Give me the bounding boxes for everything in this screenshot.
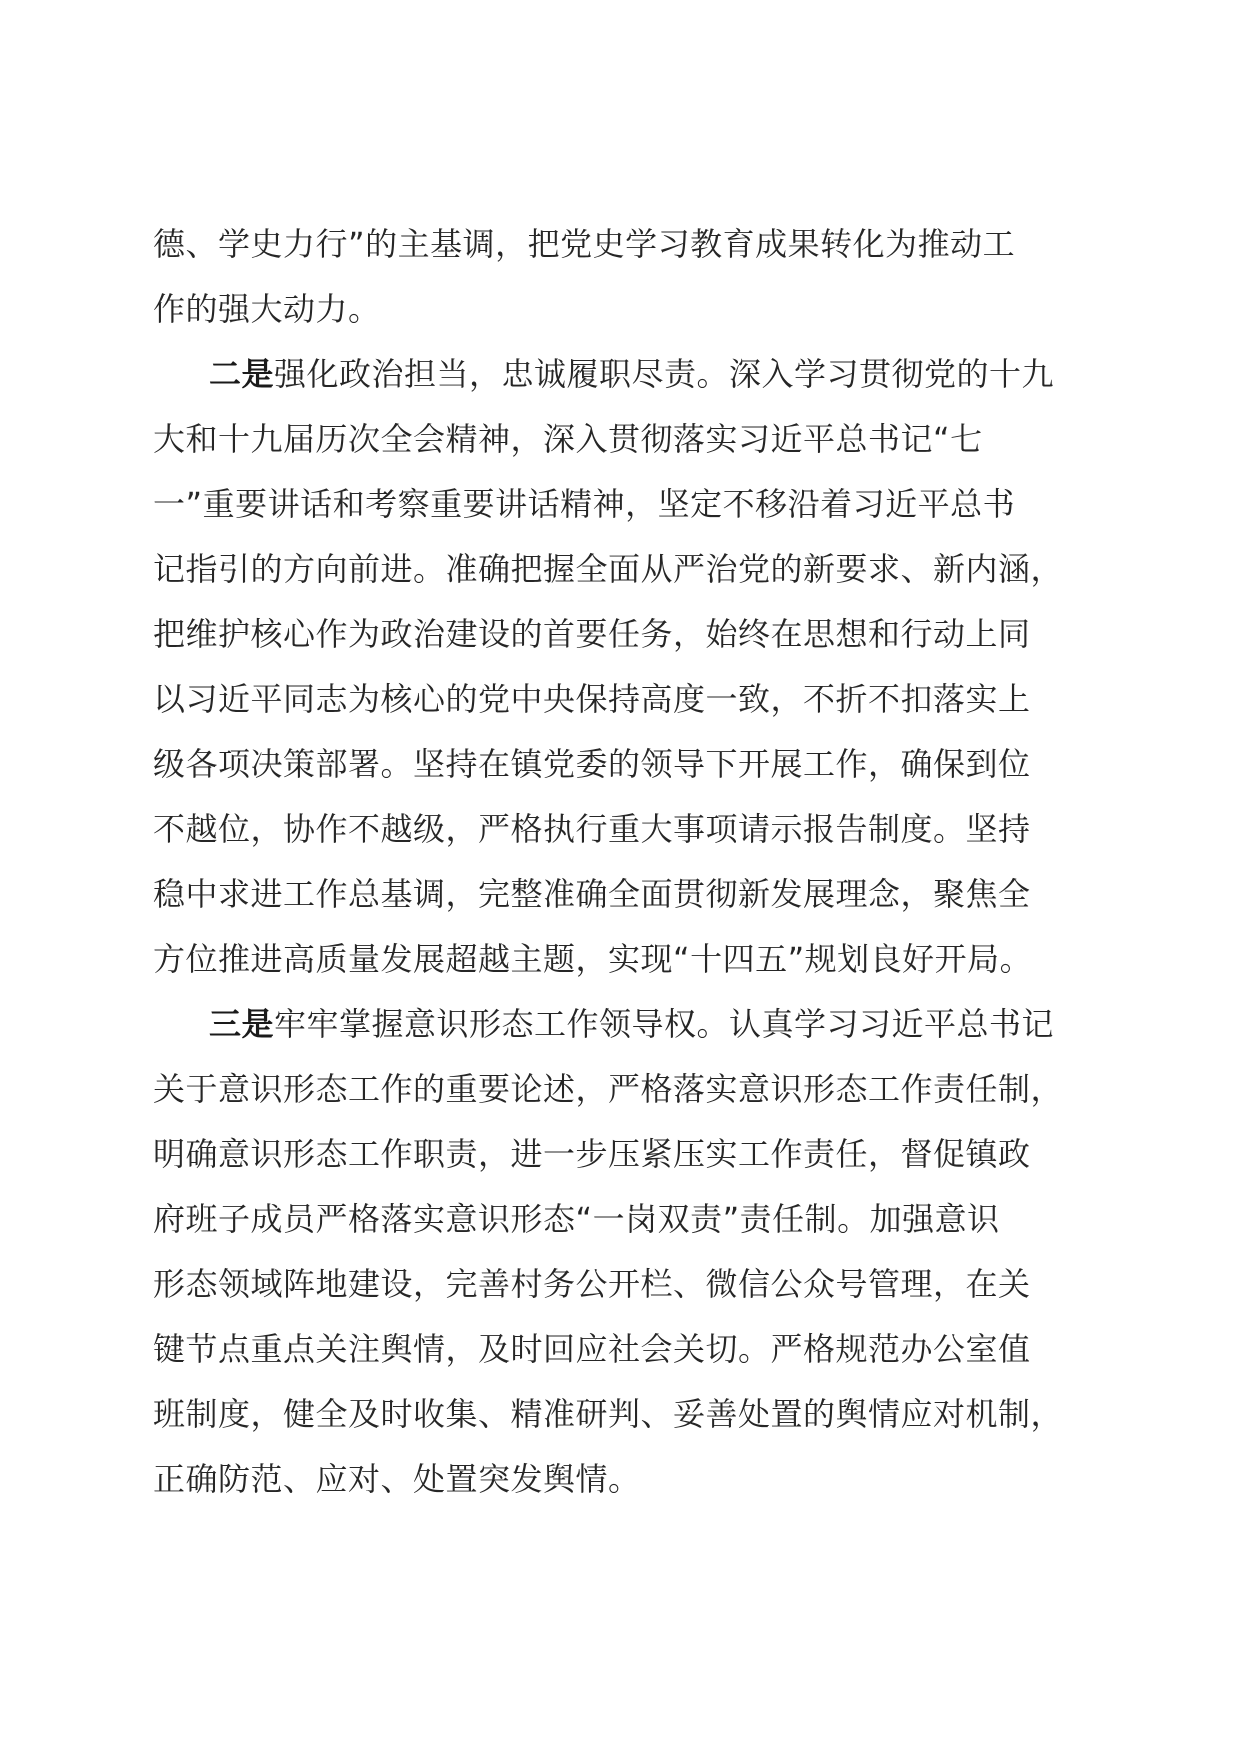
text-line: 记指引的方向前进。准确把握全面从严治党的新要求、新内涵， — [153, 550, 1064, 588]
text-line: 府班子成员严格落实意识形态“一岗双责”责任制。加强意识 — [153, 1200, 1000, 1238]
paragraph-lead: 三是 — [209, 1005, 275, 1043]
text-span: 牢牢掌握意识形态工作领导权。认真学习习近平总书记 — [274, 1005, 1055, 1043]
text-line: 一”重要讲话和考察重要讲话精神，坚定不移沿着习近平总书 — [153, 485, 1016, 523]
document-body — [153, 212, 1093, 1512]
paragraph-1 — [153, 212, 1093, 342]
text-line: 正确防范、应对、处置突发舆情。 — [153, 1460, 641, 1498]
text-line: 级各项决策部署。坚持在镇党委的领导下开展工作，确保到位 — [153, 745, 1031, 783]
paragraph-lead: 二是 — [209, 355, 275, 393]
text-line: 德、学史力行”的主基调，把党史学习教育成果转化为推动工 — [153, 225, 1016, 263]
text-line: 稳中求进工作总基调，完整准确全面贯彻新发展理念，聚焦全 — [153, 875, 1031, 913]
paragraph-3 — [153, 992, 1093, 1512]
text-line: 关于意识形态工作的重要论述，严格落实意识形态工作责任制， — [153, 1070, 1064, 1108]
text-line: 作的强大动力。 — [153, 290, 381, 328]
text-line: 不越位，协作不越级，严格执行重大事项请示报告制度。坚持 — [153, 810, 1031, 848]
text-line: 把维护核心作为政治建设的首要任务，始终在思想和行动上同 — [153, 615, 1031, 653]
text-line: 以习近平同志为核心的党中央保持高度一致，不折不扣落实上 — [153, 680, 1031, 718]
text-line: 形态领域阵地建设，完善村务公开栏、微信公众号管理，在关 — [153, 1265, 1031, 1303]
paragraph-2 — [153, 342, 1093, 992]
text-span: 强化政治担当，忠诚履职尽责。深入学习贯彻党的十九 — [274, 355, 1055, 393]
text-line: 明确意识形态工作职责，进一步压紧压实工作责任，督促镇政 — [153, 1135, 1031, 1173]
text-line: 方位推进高质量发展超越主题，实现“十四五”规划良好开局。 — [153, 940, 1033, 978]
text-line: 班制度，健全及时收集、精准研判、妥善处置的舆情应对机制， — [153, 1395, 1064, 1433]
paragraph-first-line — [153, 992, 1093, 1057]
paragraph-first-line — [153, 342, 1093, 407]
text-line: 键节点重点关注舆情，及时回应社会关切。严格规范办公室值 — [153, 1330, 1031, 1368]
text-line: 大和十九届历次全会精神，深入贯彻落实习近平总书记“七 — [153, 420, 983, 458]
